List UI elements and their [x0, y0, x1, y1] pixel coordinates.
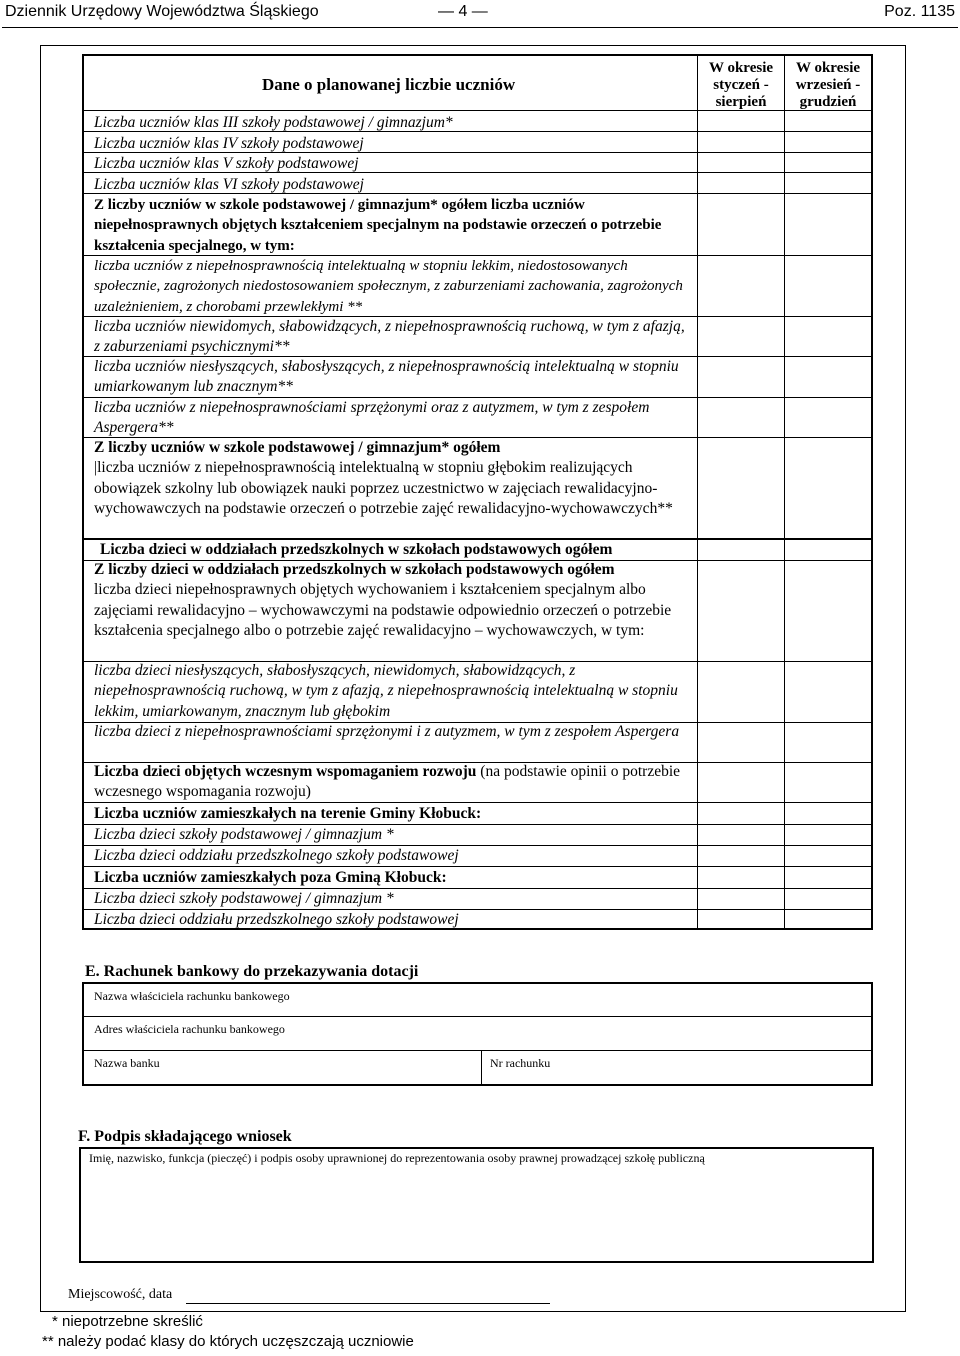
- section-f-title: F. Podpis składającego wniosek: [78, 1128, 292, 1145]
- column-divider: [481, 1050, 482, 1084]
- table-row-heading: Z liczby uczniów w szkole podstawowej / gimnazjum* ogółem: [94, 439, 501, 456]
- section-e-title: E. Rachunek bankowy do przekazywania dotacji: [85, 963, 419, 980]
- column-divider: [697, 56, 698, 928]
- table-row: [94, 762, 689, 803]
- table-row: liczba uczniów niewidomych, słabowidzących, z niepełnosprawnością ruchową, w tym z afazją, z zaburzeniami psychicznymi**: [94, 318, 685, 356]
- table-row: Liczba uczniów klas V szkoły podstawowej: [94, 155, 359, 172]
- table-row: Liczba dzieci szkoły podstawowej / gimnazjum *: [94, 890, 394, 907]
- column-header-jan-aug: W okresie styczeń - sierpień: [708, 60, 774, 110]
- column-header-sep-dec: W okresie wrzesień - grudzień: [795, 60, 861, 110]
- table-row: Liczba dzieci szkoły podstawowej / gimnazjum *: [94, 826, 394, 843]
- table-title: Dane o planowanej liczbie uczniów: [262, 75, 516, 94]
- table-row: Liczba uczniów zamieszkałych poza Gminą Kłobuck:: [94, 869, 447, 886]
- table-row: liczba uczniów niesłyszących, słabosłyszących, z niepełnosprawnością intelektualną w stopniu umiarkowanym lub znacznym**: [94, 358, 679, 396]
- place-date-line[interactable]: [186, 1303, 550, 1304]
- table-row: Liczba uczniów zamieszkałych na terenie Gminy Kłobuck:: [94, 805, 482, 822]
- position-number: Poz. 1135: [884, 3, 955, 20]
- table-row-heading: Z liczby dzieci w oddziałach przedszkolnych w szkołach podstawowych ogółem: [94, 561, 615, 578]
- table-row: liczba uczniów z niepełnosprawnościami sprzężonymi oraz z autyzmem, w tym z zespołem Aspergera**: [94, 399, 650, 437]
- row-divider: [84, 1050, 871, 1051]
- bank-account-box: [82, 982, 873, 1086]
- table-row: liczba dzieci z niepełnosprawnościami sprzężonymi i z autyzmem, w tym z zespołem Aspergera: [94, 723, 680, 740]
- table-row: Z liczby uczniów w szkole podstawowej / gimnazjum* ogółem liczba uczniów niepełnosprawnych objętych kształceniem specjalnym na podstawie orzeczeń o potrzebie kształcenia specjalnego, w tym:: [94, 197, 662, 254]
- table-row: Liczba uczniów klas IV szkoły podstawowej: [94, 135, 364, 152]
- table-row: [94, 438, 689, 519]
- table-row: Liczba dzieci w oddziałach przedszkolnych w szkołach podstawowych ogółem: [100, 541, 613, 558]
- signature-label: Imię, nazwisko, funkcja (pieczęć) i podpis osoby uprawnionej do reprezentowania osoby prawnej prowadzącej szkołę publiczną: [89, 1151, 705, 1165]
- table-row: liczba dzieci niesłyszących, słabosłyszących, niewidomych, słabowidzących, z niepełnosprawnością ruchową, w tym z afazją, z niepełnosprawnością intelektualną w stopniu lekkim, umiarkowanym, znacznym lub głębokim: [94, 662, 678, 720]
- table-row: liczba uczniów z niepełnosprawnością intelektualną w stopniu lekkim, niedostosowanych społecznie, zagrożonych niedostosowaniem społecznym, z zaburzeniami zachowania, zagrożonych uzależnieniem, z chorobami przewlekłymi **: [94, 258, 683, 315]
- table-row: Liczba dzieci oddziału przedszkolnego szkoły podstawowej: [94, 911, 459, 928]
- column-divider: [784, 56, 785, 928]
- page-header: [0, 0, 960, 27]
- table-row-text: liczba dzieci niepełnosprawnych objętych wychowaniem i kształceniem specjalnym albo zajęciami rewalidacyjno – wychowawczymi na podstawie odpowiednio orzeczeń o potrzebie kształcenia specjalnego albo o potrzebie zajęć rewalidacyjno – wychowawczych, w tym:: [94, 581, 672, 639]
- row-divider: [84, 110, 871, 111]
- place-date-label: Miejscowość, data: [68, 1287, 173, 1302]
- account-number-field[interactable]: Nr rachunku: [490, 1056, 551, 1070]
- table-row-text: (na podstawie opinii o potrzebie wczesnego wspomagania rozwoju): [94, 763, 681, 801]
- header-rule: [2, 27, 958, 28]
- owner-name-field[interactable]: Nazwa właściciela rachunku bankowego: [94, 989, 290, 1003]
- owner-address-field[interactable]: Adres właściciela rachunku bankowego: [94, 1022, 285, 1036]
- pupils-table: [82, 54, 873, 930]
- page-number: — 4 —: [438, 3, 488, 20]
- table-row: Liczba uczniów klas VI szkoły podstawowej: [94, 176, 364, 193]
- journal-title: Dziennik Urzędowy Województwa Śląskiego: [5, 3, 319, 20]
- table-row-text: |liczba uczniów z niepełnosprawnością intelektualną w stopniu głębokim realizujących obowiązek szkolny lub obowiązek nauki poprzez uczestnictwo w zajęciach rewalidacyjno-wychowawczych na podstawie orzeczeń o potrzebie zajęć rewalidacyjno-wychowawczych**: [94, 459, 673, 517]
- signature-box[interactable]: [79, 1147, 874, 1263]
- table-row: [94, 560, 689, 641]
- footnote: ** należy podać klasy do których uczęszczają uczniowie: [42, 1333, 414, 1350]
- table-row-heading: Liczba dzieci objętych wczesnym wspomaganiem rozwoju: [94, 763, 477, 780]
- table-row: Liczba dzieci oddziału przedszkolnego szkoły podstawowej: [94, 847, 459, 864]
- bank-name-field[interactable]: Nazwa banku: [94, 1056, 160, 1070]
- footnote: * niepotrzebne skreślić: [52, 1313, 203, 1330]
- table-row: Liczba uczniów klas III szkoły podstawowej / gimnazjum*: [94, 114, 453, 131]
- row-divider: [84, 1016, 871, 1017]
